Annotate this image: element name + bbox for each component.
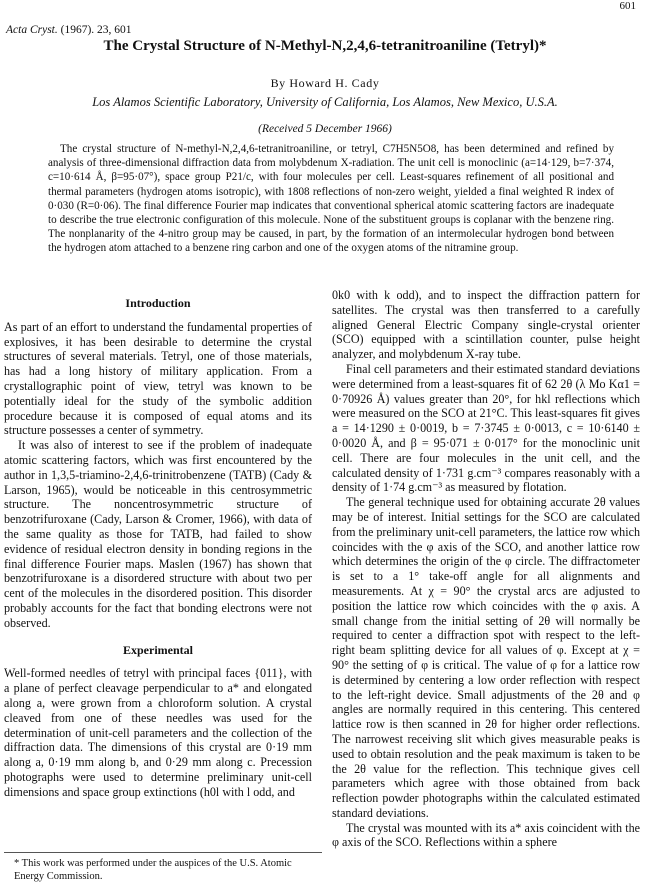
abstract: The crystal structure of N-methyl-N,2,4,6-tetranitroaniline, or tetryl, C7H5N5O8, has been determined and refined by analysis of three-dimensional diffraction data from molybdenum X-radiation. The unit cell is monoclinic (a=14·129, b=7·374, c=10·614 Å, β=95·07°), space group P21/c, with four molecules per cell. Least-squares refinement of all positional and thermal parameters (hydrogen atoms isotropic), with 1808 reflections of non-zero weight, yielded a final weighted R index of 0·030 (R=0·06). The final difference Fourier map indicates that conventional spherical atomic scattering factors are inadequate to describe the true electronic configuration of this molecule. None of the substituent groups is coplanar with the benzene ring. The nonplanarity of the 4-nitro group may be caused, in part, by the formation of an intermolecular hydrogen bond between the hydrogen atom attached to a benzene ring carbon and one of the oxygen atoms of the nitramine group.	[48, 143, 614, 255]
received-date: (Received 5 December 1966)	[258, 123, 392, 135]
experimental-heading: Experimental	[123, 642, 193, 657]
experimental-paragraph: The crystal was mounted with its a* axis coincident with the φ axis of the SCO. Reflections within a sphere	[332, 820, 640, 850]
journal-name: Acta Cryst.	[6, 24, 58, 36]
introduction-paragraph: It was also of interest to see if the problem of inadequate atomic scattering factors, which was first encountered by the author in 1,3,5-triamino-2,4,6-trinitrobenzene (TATB) (Cady & Larson, 1965), would be noticeable in this centrosymmetric structure. The noncentrosymmetric structure of benzotrifuroxane (Cady, Larson & Cromer, 1966), with data of the same quality as those for TATB, had failed to show evidence of residual electron density in bonding regions in the final difference Fourier maps. Maslen (1967) has shown that benzotrifuroxane is a disordered structure with about two per cent of the molecules in the disordered position. This disorder probably accounts for the fact that bonding electrons were not observed.	[4, 438, 312, 630]
left-column	[4, 288, 312, 800]
page-number: 601	[619, 0, 636, 12]
introduction-heading: Introduction	[125, 296, 191, 310]
experimental-paragraph: 0k0 with k odd), and to inspect the diffraction pattern for satellites. The crystal was then transferred to a carefully aligned General Electric Company single-crystal orienter (SCO) equipped with a scintillation counter, pulse height analyzer, and molybdenum X-ray tube.	[332, 288, 640, 362]
journal-reference	[6, 24, 132, 36]
paper-title: The Crystal Structure of N-Methyl-N,2,4,6-tetranitroaniline (Tetryl)*	[103, 38, 547, 54]
journal-details: (1967). 23, 601	[60, 24, 132, 36]
introduction-paragraph: As part of an effort to understand the fundamental properties of explosives, it has been desirable to determine the crystal structures of several materials. Tetryl, one of those materials, has had a long history of military application. From a crystallographic point of view, tetryl was known to be potentially ideal for the study of the symbolic addition procedure because it is composed of equal atoms and its structure possesses a center of symmetry.	[4, 319, 312, 438]
experimental-paragraph: Final cell parameters and their estimated standard deviations were determined from a least-squares fit of 62 2θ (λ Mo Kα1 = 0·70926 Å) values greater than 20°, for hkl reflections which were measured on the SCO at 21°C. This least-squares fit gives a = 14·1290 ± 0·0019, b = 7·3745 ± 0·0013, c = 10·6140 ± 0·0020 Å, and β = 95·071 ± 0·017° for the monoclinic unit cell. There are four molecules in the unit cell, and the calculated density of 1·731 g.cm⁻³ compares reasonably with a density of 1·74 g.cm⁻³ as measured by flotation.	[332, 361, 640, 495]
experimental-paragraph: The general technique used for obtaining accurate 2θ values may be of interest. Initial settings for the SCO are calculated from the preliminary unit-cell parameters, the lattice row which coincides with the φ axis of the SCO, and another lattice row which determines the origin of the φ circle. The diffractometer is set to a 1° take-off angle for all alignments and measurements. At χ = 90° the crystal arcs are adjusted to position the lattice row which coincides with the φ axis. A small change from the initial setting of 2θ will normally be required to center a diffraction spot with respect to the left-right beam splitting device for all values of φ. Except at χ = 90° the setting of φ is critical. The value of φ for a lattice row is determined by centering a low order reflection with respect to the left-right device. Small adjustments of the 2θ and φ angles are normally required in this centering. This centered lattice row is then scanned in 2θ for higher order reflections. The narrowest receiving slit which gives measurable peaks is used to obtain resolution and the peak maximum is taken to be the 2θ value for the reflection. This technique gives cell parameters which agree with those obtained from back reflection powder photographs within the calculated estimated standard deviations.	[332, 495, 640, 820]
right-column	[332, 288, 640, 850]
author-byline: By Howard H. Cady	[270, 76, 380, 90]
experimental-paragraph: Well-formed needles of tetryl with principal faces {011}, with a plane of perfect cleavage perpendicular to a* and elongated along a, were grown from a chloroform solution. A crystal cleaved from one of these needles was used for the determination of unit-cell parameters and the collection of the diffraction data. The dimensions of this crystal are 0·19 mm along a, 0·19 mm along b, and 0·29 mm along c. Precession photographs were used to determine preliminary unit-cell dimensions and space group extinctions (h0l with l odd, and	[4, 666, 312, 799]
footnote: * This work was performed under the auspices of the U.S. Atomic Energy Commission.	[4, 852, 322, 883]
author-affiliation: Los Alamos Scientific Laboratory, University of California, Los Alamos, New Mexico, U.S.A.	[92, 95, 558, 109]
